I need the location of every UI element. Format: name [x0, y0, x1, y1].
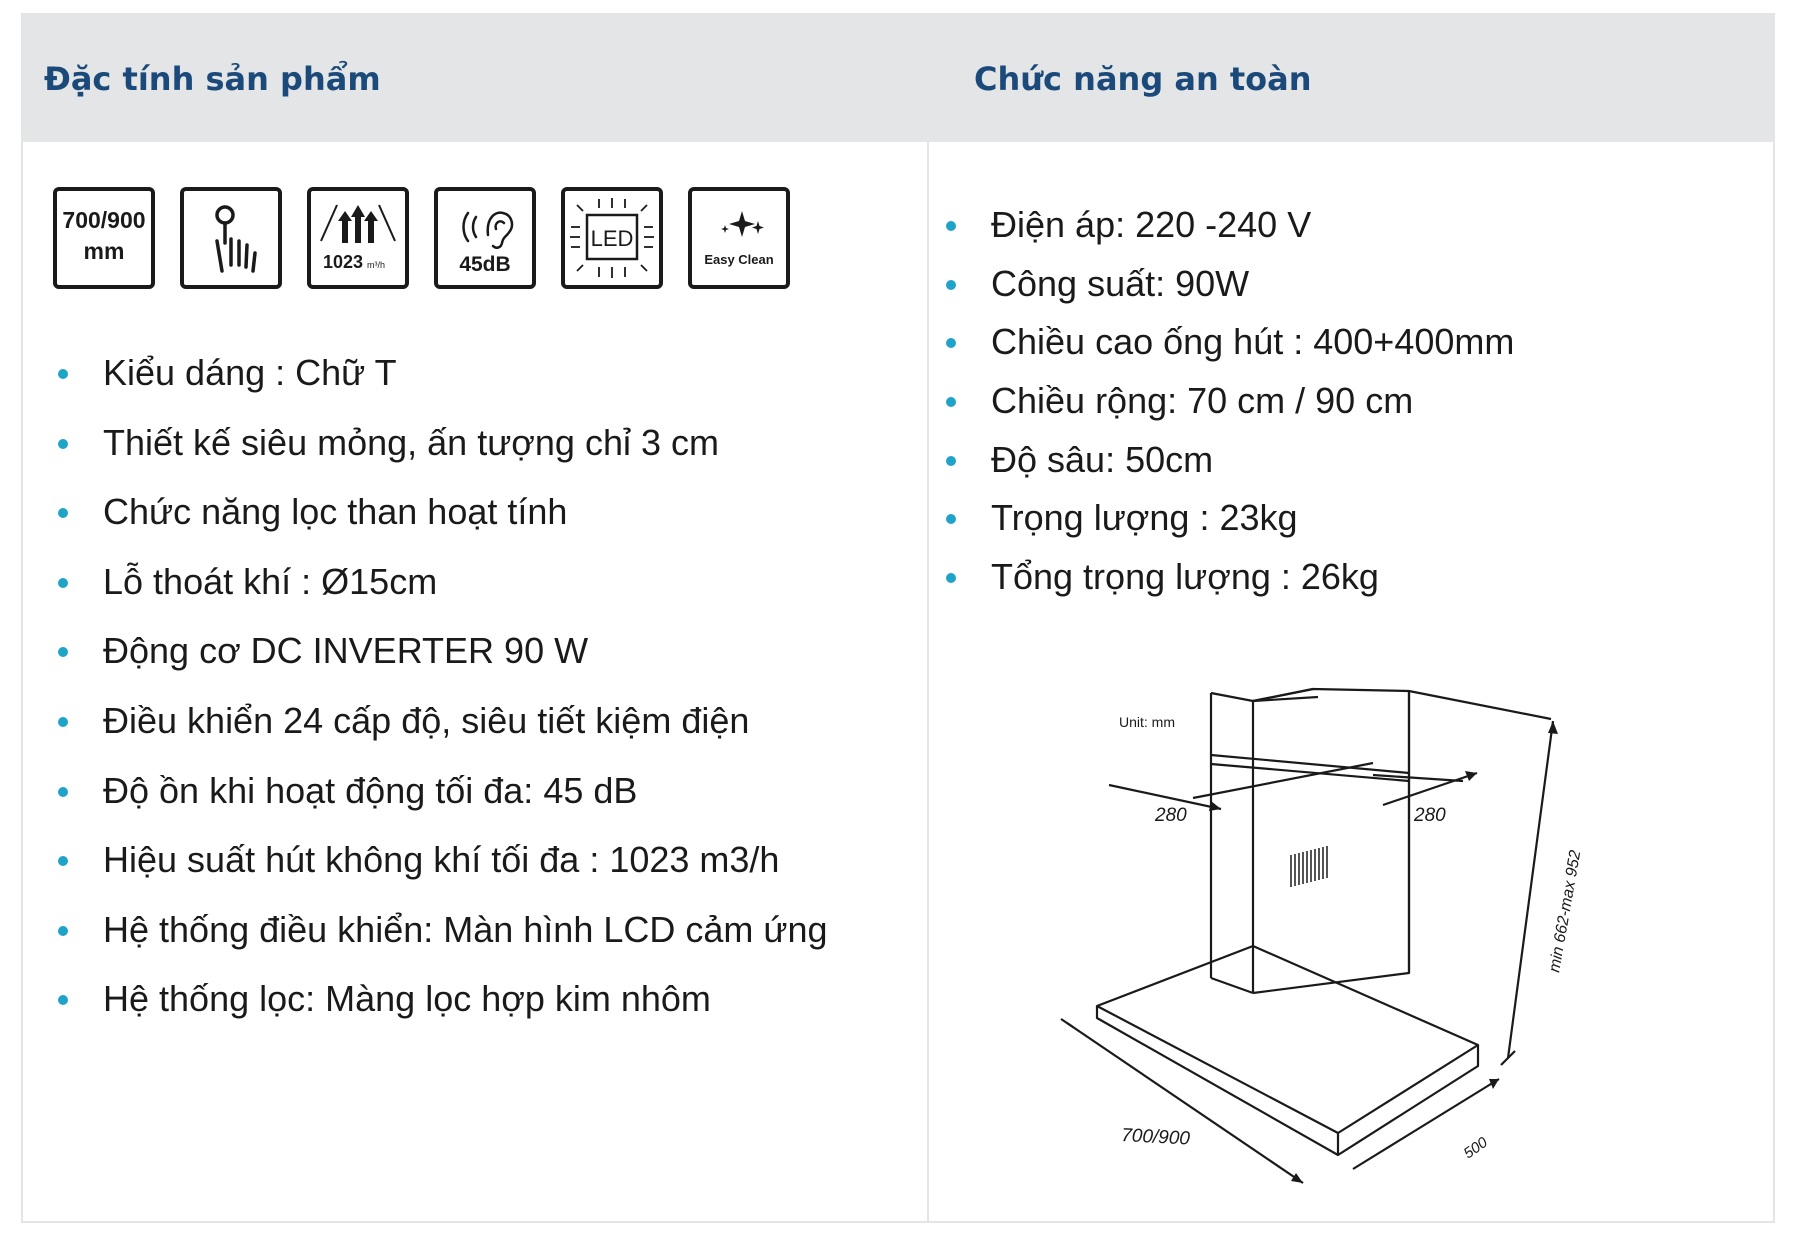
- diagram-right-depth: 280: [1414, 805, 1446, 826]
- bullet-icon: [946, 338, 956, 348]
- touch-control-icon: [180, 187, 282, 289]
- bullet-icon: [58, 369, 68, 379]
- bullet-icon: [58, 439, 68, 449]
- suction-power-icon: [307, 187, 409, 289]
- size-icon: [53, 187, 155, 289]
- easy-clean-icon: [688, 187, 790, 289]
- suction-unit: m³/h: [367, 260, 385, 270]
- safety-title: Chức năng an toàn: [974, 59, 1312, 98]
- spec-panel: Đặc tính sản phẩm Chức năng an toàn 700/900 mm 1023 m³/h 45dB LED Easy Clean Kiểu dáng : Chữ T Thiết kế siêu mỏng, ấn tượng chỉ 3 cm Chức năng lọc than hoạt tính Lỗ thoát khí : Ø15cm Động cơ DC INVERTER 90 W Điều khiển 24 cấp độ, siêu tiết kiệm điện Độ ồn khi hoạt động tối đa: 45 dB Hiệu suất hút không khí tối đa : 1023 m3/h Hệ thống điều khiển: Màn hình LCD cảm ứng Hệ thống lọc: Màng lọc hợp kim nhôm Điện áp: 220 -240 V Công suất: 90W Chiều cao ống hút : 400+400mm Chiều rộng: 70 cm / 90 cm Độ sâu: 50cm Trọng lượng : 23kg Tổng trọng lượng : 26kg Unit: mm 280 280 min 662-max 952 700/900 500: [21, 13, 1775, 1223]
- bullet-icon: [946, 280, 956, 290]
- bullet-icon: [946, 456, 956, 466]
- diagram-unit-label: Unit: mm: [1119, 714, 1175, 730]
- noise-value: 45dB: [459, 253, 511, 276]
- diagram-width: 700/900: [1120, 1125, 1191, 1150]
- bullet-icon: [58, 856, 68, 866]
- panel-header: [23, 15, 1773, 142]
- bullet-icon: [58, 787, 68, 797]
- diagram-height: min 662-max 952: [1546, 848, 1585, 974]
- bullet-icon: [58, 578, 68, 588]
- bullet-icon: [58, 995, 68, 1005]
- size-icon-line1: 700/900: [62, 207, 146, 233]
- bullet-icon: [58, 508, 68, 518]
- column-divider: [927, 142, 929, 1223]
- bullet-icon: [58, 647, 68, 657]
- diagram-left-depth: 280: [1155, 805, 1187, 826]
- size-icon-line2: mm: [83, 238, 125, 264]
- bullet-icon: [946, 397, 956, 407]
- range-hood-dimension-diagram: [1053, 663, 1643, 1203]
- diagram-depth: 500: [1460, 1133, 1491, 1163]
- noise-level-icon: [434, 187, 536, 289]
- bullet-icon: [946, 514, 956, 524]
- suction-value: 1023: [322, 252, 364, 272]
- bullet-icon: [58, 926, 68, 936]
- led-label: LED: [590, 226, 634, 251]
- bullet-icon: [58, 717, 68, 727]
- features-title: Đặc tính sản phẩm: [44, 59, 381, 98]
- bullet-icon: [946, 573, 956, 583]
- bullet-icon: [946, 221, 956, 231]
- led-light-icon: [561, 187, 663, 289]
- easy-clean-label: Easy Clean: [704, 252, 774, 267]
